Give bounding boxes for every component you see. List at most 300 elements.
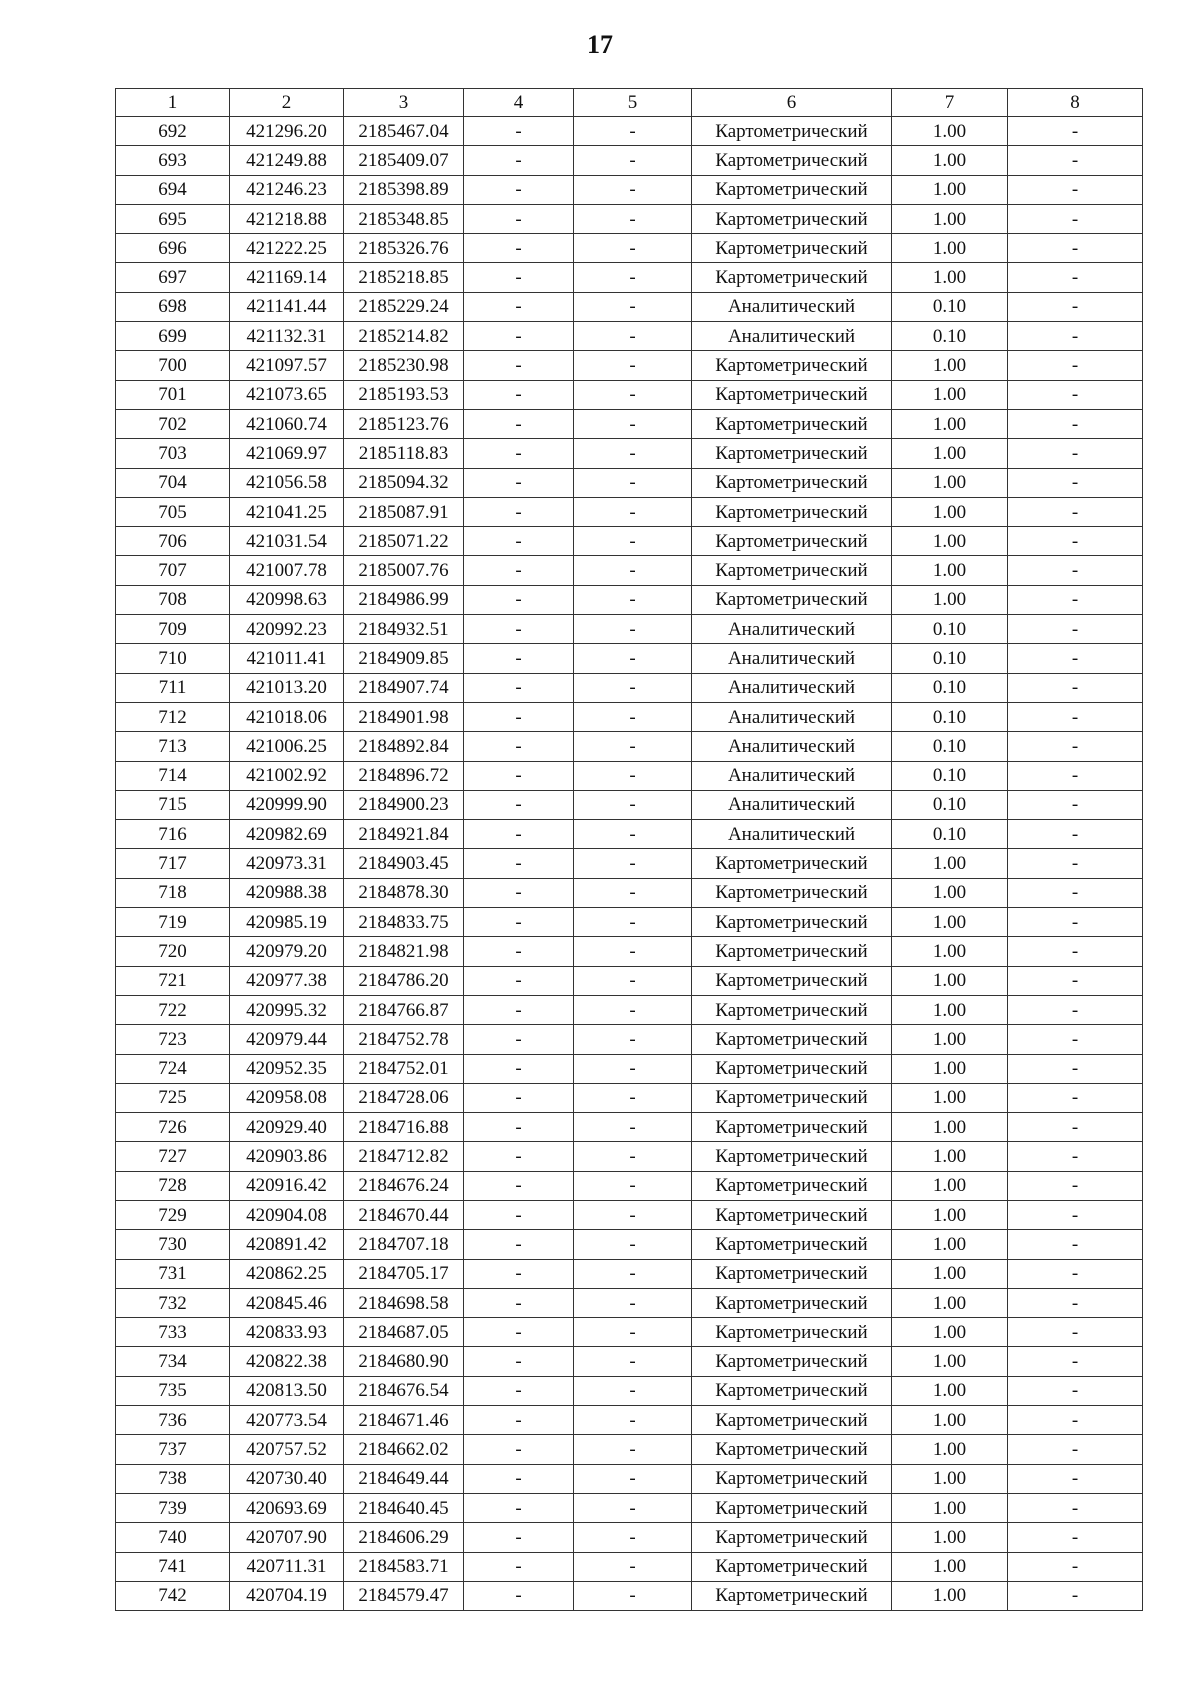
table-cell: -: [574, 468, 692, 497]
table-cell: 2184896.72: [344, 761, 464, 790]
table-cell: 741: [116, 1552, 230, 1581]
table-row: [116, 937, 1143, 966]
table-cell: 2185398.89: [344, 175, 464, 204]
table-cell: 712: [116, 702, 230, 731]
table-cell: -: [574, 351, 692, 380]
table-cell: -: [574, 292, 692, 321]
table-cell: -: [1008, 468, 1143, 497]
table-header-row: [116, 89, 1143, 117]
table-row: [116, 322, 1143, 351]
table-cell: -: [574, 1552, 692, 1581]
table-cell: -: [574, 439, 692, 468]
table-row: [116, 761, 1143, 790]
column-header: 6: [692, 89, 892, 117]
table-row: [116, 615, 1143, 644]
table-cell: -: [1008, 644, 1143, 673]
table-cell: Аналитический: [692, 644, 892, 673]
table-cell: Картометрический: [692, 1230, 892, 1259]
table-cell: 420904.08: [230, 1200, 344, 1229]
table-cell: -: [464, 937, 574, 966]
table-cell: Картометрический: [692, 1288, 892, 1317]
table-cell: 421041.25: [230, 497, 344, 526]
table-cell: -: [464, 878, 574, 907]
table-cell: 420757.52: [230, 1435, 344, 1464]
table-cell: -: [464, 1054, 574, 1083]
table-cell: -: [574, 995, 692, 1024]
table-cell: -: [464, 1200, 574, 1229]
table-cell: -: [1008, 1054, 1143, 1083]
table-cell: -: [464, 234, 574, 263]
column-header: 3: [344, 89, 464, 117]
table-row: [116, 175, 1143, 204]
table-cell: 2184921.84: [344, 820, 464, 849]
table-cell: -: [574, 1318, 692, 1347]
table-cell: -: [574, 937, 692, 966]
table-cell: -: [1008, 292, 1143, 321]
table-cell: 1.00: [892, 204, 1008, 233]
table-cell: 2184649.44: [344, 1464, 464, 1493]
table-cell: -: [574, 644, 692, 673]
table-cell: 420862.25: [230, 1259, 344, 1288]
table-cell: Картометрический: [692, 1113, 892, 1142]
table-cell: -: [1008, 615, 1143, 644]
table-row: [116, 556, 1143, 585]
table-cell: 421246.23: [230, 175, 344, 204]
table-cell: Картометрический: [692, 1259, 892, 1288]
table-cell: -: [574, 1464, 692, 1493]
table-cell: 2184821.98: [344, 937, 464, 966]
table-row: [116, 497, 1143, 526]
table-cell: 694: [116, 175, 230, 204]
table-cell: 727: [116, 1142, 230, 1171]
table-cell: 420977.38: [230, 966, 344, 995]
table-cell: 420998.63: [230, 585, 344, 614]
table-cell: 692: [116, 117, 230, 146]
table-cell: 709: [116, 615, 230, 644]
table-cell: 2184900.23: [344, 790, 464, 819]
table-cell: 420833.93: [230, 1318, 344, 1347]
table-cell: -: [464, 1025, 574, 1054]
table-cell: 1.00: [892, 497, 1008, 526]
table-cell: 1.00: [892, 1054, 1008, 1083]
table-cell: -: [464, 673, 574, 702]
table-cell: -: [1008, 937, 1143, 966]
table-cell: 1.00: [892, 1376, 1008, 1405]
table-cell: -: [1008, 1318, 1143, 1347]
table-cell: Картометрический: [692, 497, 892, 526]
table-cell: 697: [116, 263, 230, 292]
table-cell: Картометрический: [692, 937, 892, 966]
table-cell: Картометрический: [692, 146, 892, 175]
table-cell: 2184833.75: [344, 908, 464, 937]
table-row: [116, 117, 1143, 146]
table-cell: 2184671.46: [344, 1406, 464, 1435]
table-cell: Картометрический: [692, 878, 892, 907]
table-cell: 1.00: [892, 966, 1008, 995]
table-cell: 711: [116, 673, 230, 702]
table-cell: -: [574, 1376, 692, 1405]
table-row: [116, 849, 1143, 878]
table-cell: -: [1008, 1406, 1143, 1435]
table-cell: 1.00: [892, 585, 1008, 614]
table-cell: 1.00: [892, 1406, 1008, 1435]
table-cell: -: [1008, 1523, 1143, 1552]
table-cell: -: [464, 615, 574, 644]
table-cell: 731: [116, 1259, 230, 1288]
table-cell: 2184892.84: [344, 732, 464, 761]
table-cell: Картометрический: [692, 966, 892, 995]
table-row: [116, 1581, 1143, 1610]
table-cell: 728: [116, 1171, 230, 1200]
table-cell: 2184583.71: [344, 1552, 464, 1581]
table-cell: 420730.40: [230, 1464, 344, 1493]
table-cell: 0.10: [892, 790, 1008, 819]
table-cell: 2184752.78: [344, 1025, 464, 1054]
table-cell: 0.10: [892, 820, 1008, 849]
table-row: [116, 263, 1143, 292]
table-cell: -: [464, 1581, 574, 1610]
table-cell: Картометрический: [692, 1142, 892, 1171]
table-cell: 713: [116, 732, 230, 761]
table-cell: Аналитический: [692, 615, 892, 644]
table-cell: 420903.86: [230, 1142, 344, 1171]
table-cell: 740: [116, 1523, 230, 1552]
table-row: [116, 1288, 1143, 1317]
table-cell: 2184579.47: [344, 1581, 464, 1610]
table-cell: -: [574, 1113, 692, 1142]
table-cell: 2184907.74: [344, 673, 464, 702]
table-cell: 421007.78: [230, 556, 344, 585]
table-cell: -: [574, 615, 692, 644]
table-cell: -: [464, 1493, 574, 1522]
table-cell: 2184687.05: [344, 1318, 464, 1347]
table-row: [116, 1318, 1143, 1347]
table-cell: 2185007.76: [344, 556, 464, 585]
table-cell: Картометрический: [692, 1025, 892, 1054]
table-cell: -: [1008, 1083, 1143, 1112]
table-cell: 1.00: [892, 468, 1008, 497]
table-cell: 1.00: [892, 439, 1008, 468]
table-cell: -: [464, 351, 574, 380]
table-cell: 2185409.07: [344, 146, 464, 175]
table-cell: 2184878.30: [344, 878, 464, 907]
table-cell: Картометрический: [692, 1376, 892, 1405]
table-cell: Картометрический: [692, 1435, 892, 1464]
table-cell: -: [1008, 1376, 1143, 1405]
table-cell: -: [464, 966, 574, 995]
table-cell: -: [1008, 878, 1143, 907]
table-cell: 420952.35: [230, 1054, 344, 1083]
table-cell: -: [574, 527, 692, 556]
table-cell: 420845.46: [230, 1288, 344, 1317]
table-cell: 0.10: [892, 761, 1008, 790]
table-cell: -: [1008, 234, 1143, 263]
table-row: [116, 878, 1143, 907]
table-cell: 2184901.98: [344, 702, 464, 731]
table-cell: 420988.38: [230, 878, 344, 907]
table-cell: 1.00: [892, 1347, 1008, 1376]
table-cell: 421011.41: [230, 644, 344, 673]
table-cell: Аналитический: [692, 702, 892, 731]
table-cell: 1.00: [892, 908, 1008, 937]
table-row: [116, 732, 1143, 761]
table-cell: -: [1008, 146, 1143, 175]
table-cell: 720: [116, 937, 230, 966]
table-cell: 421097.57: [230, 351, 344, 380]
table-cell: -: [574, 1581, 692, 1610]
table-row: [116, 673, 1143, 702]
table-row: [116, 409, 1143, 438]
table-cell: -: [1008, 820, 1143, 849]
table-cell: 696: [116, 234, 230, 263]
table-cell: -: [1008, 1113, 1143, 1142]
table-cell: 2184640.45: [344, 1493, 464, 1522]
table-cell: -: [574, 1083, 692, 1112]
table-cell: 421018.06: [230, 702, 344, 731]
table-cell: Картометрический: [692, 585, 892, 614]
table-cell: 1.00: [892, 117, 1008, 146]
table-cell: 726: [116, 1113, 230, 1142]
table-cell: -: [1008, 1464, 1143, 1493]
table-cell: 1.00: [892, 175, 1008, 204]
table-cell: -: [574, 702, 692, 731]
table-cell: Картометрический: [692, 439, 892, 468]
table-cell: -: [464, 409, 574, 438]
table-cell: -: [1008, 380, 1143, 409]
table-cell: 1.00: [892, 995, 1008, 1024]
table-cell: 2184680.90: [344, 1347, 464, 1376]
table-cell: Аналитический: [692, 292, 892, 321]
table-cell: 420929.40: [230, 1113, 344, 1142]
table-cell: 0.10: [892, 732, 1008, 761]
table-cell: -: [1008, 849, 1143, 878]
table-cell: -: [1008, 556, 1143, 585]
table-cell: 718: [116, 878, 230, 907]
table-cell: -: [574, 175, 692, 204]
table-cell: -: [464, 1083, 574, 1112]
table-cell: 421218.88: [230, 204, 344, 233]
table-cell: 1.00: [892, 234, 1008, 263]
table-cell: 717: [116, 849, 230, 878]
table-cell: -: [1008, 1025, 1143, 1054]
table-cell: Картометрический: [692, 1581, 892, 1610]
table-cell: 722: [116, 995, 230, 1024]
table-cell: Картометрический: [692, 1054, 892, 1083]
column-header: 4: [464, 89, 574, 117]
table-row: [116, 1142, 1143, 1171]
table-row: [116, 966, 1143, 995]
table-row: [116, 380, 1143, 409]
table-row: [116, 1493, 1143, 1522]
table-cell: -: [464, 761, 574, 790]
table-cell: 420813.50: [230, 1376, 344, 1405]
table-cell: -: [464, 702, 574, 731]
table-cell: 0.10: [892, 615, 1008, 644]
table-cell: -: [574, 761, 692, 790]
table-cell: 2185118.83: [344, 439, 464, 468]
table-cell: Картометрический: [692, 995, 892, 1024]
table-cell: 725: [116, 1083, 230, 1112]
table-cell: -: [1008, 1259, 1143, 1288]
table-cell: 1.00: [892, 1200, 1008, 1229]
table-cell: 420958.08: [230, 1083, 344, 1112]
table-cell: -: [1008, 732, 1143, 761]
table-cell: Картометрический: [692, 1347, 892, 1376]
table-cell: 2185071.22: [344, 527, 464, 556]
table-cell: 2185218.85: [344, 263, 464, 292]
table-cell: 1.00: [892, 1259, 1008, 1288]
table-cell: -: [574, 1435, 692, 1464]
table-cell: -: [1008, 790, 1143, 819]
table-cell: Картометрический: [692, 234, 892, 263]
table-row: [116, 820, 1143, 849]
table-cell: -: [464, 1288, 574, 1317]
table-cell: -: [1008, 585, 1143, 614]
table-cell: -: [1008, 527, 1143, 556]
table-cell: 420973.31: [230, 849, 344, 878]
table-cell: -: [464, 175, 574, 204]
table-cell: -: [574, 908, 692, 937]
table-row: [116, 292, 1143, 321]
table-cell: Аналитический: [692, 790, 892, 819]
table-cell: -: [464, 908, 574, 937]
table-cell: Картометрический: [692, 351, 892, 380]
table-cell: -: [464, 1552, 574, 1581]
table-cell: -: [574, 117, 692, 146]
table-cell: 704: [116, 468, 230, 497]
table-cell: 1.00: [892, 1523, 1008, 1552]
table-cell: 421296.20: [230, 117, 344, 146]
table-cell: 738: [116, 1464, 230, 1493]
table-cell: 1.00: [892, 409, 1008, 438]
table-cell: -: [574, 732, 692, 761]
table-cell: Аналитический: [692, 820, 892, 849]
table-cell: 2185348.85: [344, 204, 464, 233]
table-row: [116, 1171, 1143, 1200]
table-cell: -: [464, 439, 574, 468]
table-cell: -: [464, 1230, 574, 1259]
table-cell: 716: [116, 820, 230, 849]
table-cell: 706: [116, 527, 230, 556]
table-cell: 703: [116, 439, 230, 468]
table-cell: -: [1008, 263, 1143, 292]
table-cell: -: [464, 527, 574, 556]
table-cell: 1.00: [892, 1493, 1008, 1522]
table-cell: 2184752.01: [344, 1054, 464, 1083]
table-cell: 739: [116, 1493, 230, 1522]
table-cell: -: [574, 790, 692, 819]
table-cell: 715: [116, 790, 230, 819]
table-cell: -: [574, 1288, 692, 1317]
table-row: [116, 439, 1143, 468]
table-cell: 421249.88: [230, 146, 344, 175]
table-cell: -: [464, 292, 574, 321]
table-cell: -: [464, 1171, 574, 1200]
table-cell: -: [464, 849, 574, 878]
table-cell: -: [1008, 1581, 1143, 1610]
table-row: [116, 527, 1143, 556]
table-cell: -: [574, 146, 692, 175]
table-row: [116, 468, 1143, 497]
table-cell: 1.00: [892, 849, 1008, 878]
table-cell: 420999.90: [230, 790, 344, 819]
table-cell: 733: [116, 1318, 230, 1347]
table-cell: 2184766.87: [344, 995, 464, 1024]
table-cell: -: [1008, 175, 1143, 204]
table-cell: 2184705.17: [344, 1259, 464, 1288]
table-cell: -: [574, 1142, 692, 1171]
table-row: [116, 1200, 1143, 1229]
table-cell: 693: [116, 146, 230, 175]
table-cell: 723: [116, 1025, 230, 1054]
table-cell: 421013.20: [230, 673, 344, 702]
table-cell: -: [574, 409, 692, 438]
table-row: [116, 146, 1143, 175]
table-cell: 730: [116, 1230, 230, 1259]
table-cell: -: [464, 1464, 574, 1493]
table-cell: -: [464, 380, 574, 409]
table-cell: 2184606.29: [344, 1523, 464, 1552]
table-row: [116, 234, 1143, 263]
table-cell: -: [464, 585, 574, 614]
table-cell: Картометрический: [692, 175, 892, 204]
table-cell: Картометрический: [692, 1493, 892, 1522]
table-body: [116, 117, 1143, 1611]
table-cell: -: [574, 1230, 692, 1259]
table-cell: 0.10: [892, 644, 1008, 673]
table-cell: -: [574, 556, 692, 585]
table-cell: Картометрический: [692, 556, 892, 585]
table-cell: -: [574, 820, 692, 849]
table-cell: -: [1008, 966, 1143, 995]
table-cell: -: [464, 497, 574, 526]
table-cell: 2184670.44: [344, 1200, 464, 1229]
table-cell: 420693.69: [230, 1493, 344, 1522]
table-cell: 420773.54: [230, 1406, 344, 1435]
table-cell: 1.00: [892, 1581, 1008, 1610]
table-cell: -: [1008, 673, 1143, 702]
table-cell: Картометрический: [692, 908, 892, 937]
table-cell: -: [574, 849, 692, 878]
table-cell: Картометрический: [692, 380, 892, 409]
table-cell: Картометрический: [692, 1200, 892, 1229]
table-cell: 2184986.99: [344, 585, 464, 614]
table-cell: -: [464, 1523, 574, 1552]
column-header: 5: [574, 89, 692, 117]
table-cell: -: [464, 1142, 574, 1171]
table-cell: 420979.44: [230, 1025, 344, 1054]
table-cell: -: [464, 644, 574, 673]
table-cell: -: [464, 1406, 574, 1435]
table-row: [116, 351, 1143, 380]
table-cell: -: [464, 556, 574, 585]
table-cell: 719: [116, 908, 230, 937]
table-cell: -: [1008, 908, 1143, 937]
column-header: 2: [230, 89, 344, 117]
table-cell: 420982.69: [230, 820, 344, 849]
table-cell: -: [464, 732, 574, 761]
table-cell: 702: [116, 409, 230, 438]
table-cell: 700: [116, 351, 230, 380]
table-cell: -: [1008, 439, 1143, 468]
table-cell: -: [464, 820, 574, 849]
table-cell: Аналитический: [692, 322, 892, 351]
table-cell: 2184707.18: [344, 1230, 464, 1259]
table-cell: -: [1008, 1230, 1143, 1259]
table-cell: -: [1008, 1552, 1143, 1581]
table-cell: Картометрический: [692, 1406, 892, 1435]
table-cell: 0.10: [892, 292, 1008, 321]
